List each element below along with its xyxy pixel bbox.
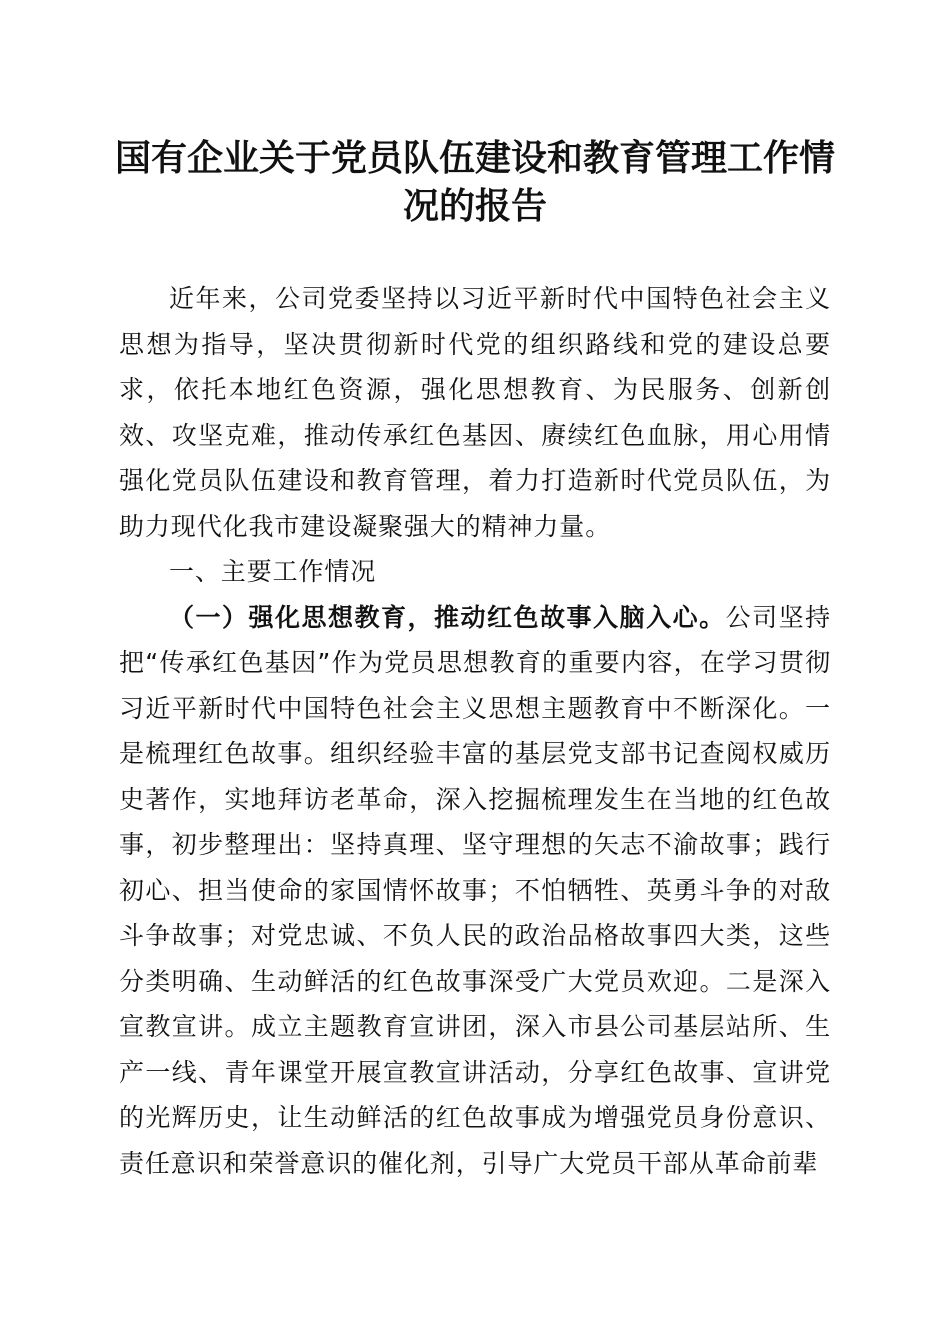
- intro-paragraph: 近年来，公司党委坚持以习近平新时代中国特色社会主义思想为指导，坚决贯彻新时代党的组织路线和党的建设总要求，依托本地红色资源，强化思想教育、为民服务、创新创效、攻坚克难，推动传承红色基因、赓续红色血脉，用心用情强化党员队伍建设和教育管理，着力打造新时代党员队伍，为助力现代化我市建设凝聚强大的精神力量。: [119, 284, 831, 541]
- subsection-lead: （一）强化思想教育，推动红色故事入脑入心。: [169, 602, 726, 632]
- section-heading: 一、主要工作情况: [169, 557, 377, 586]
- title-line-2: 况的报告: [402, 185, 547, 227]
- title-line-1: 国有企业关于党员队伍建设和教育管理工作情: [114, 137, 835, 179]
- document-title: [110, 134, 840, 230]
- subsection-body: 公司坚持把“传承红色基因”作为党员思想教育的重要内容，在学习贯彻习近平新时代中国特色社会主义思想主题教育中不断深化。一是梳理红色故事。组织经验丰富的基层党支部书记查阅权威历史著作，实地拜访老革命，深入挖掘梳理发生在当地的红色故事，初步整理出：坚持真理、坚守理想的矢志不渝故事；践行初心、担当使命的家国情怀故事；不怕牺牲、英勇斗争的对敌斗争故事；对党忠诚、不负人民的政治品格故事四大类，这些分类明确、生动鲜活的红色故事深受广大党员欢迎。二是深入宣教宣讲。成立主题教育宣讲团，深入市县公司基层站所、生产一线、青年课堂开展宣教宣讲活动，分享红色故事、宣讲党的光辉历史，让生动鲜活的红色故事成为增强党员身份意识、责任意识和荣誉意识的催化剂，引导广大党员干部从革命前辈: [119, 602, 831, 1178]
- document-body: [119, 276, 831, 1186]
- subsection-paragraph: [119, 595, 831, 1187]
